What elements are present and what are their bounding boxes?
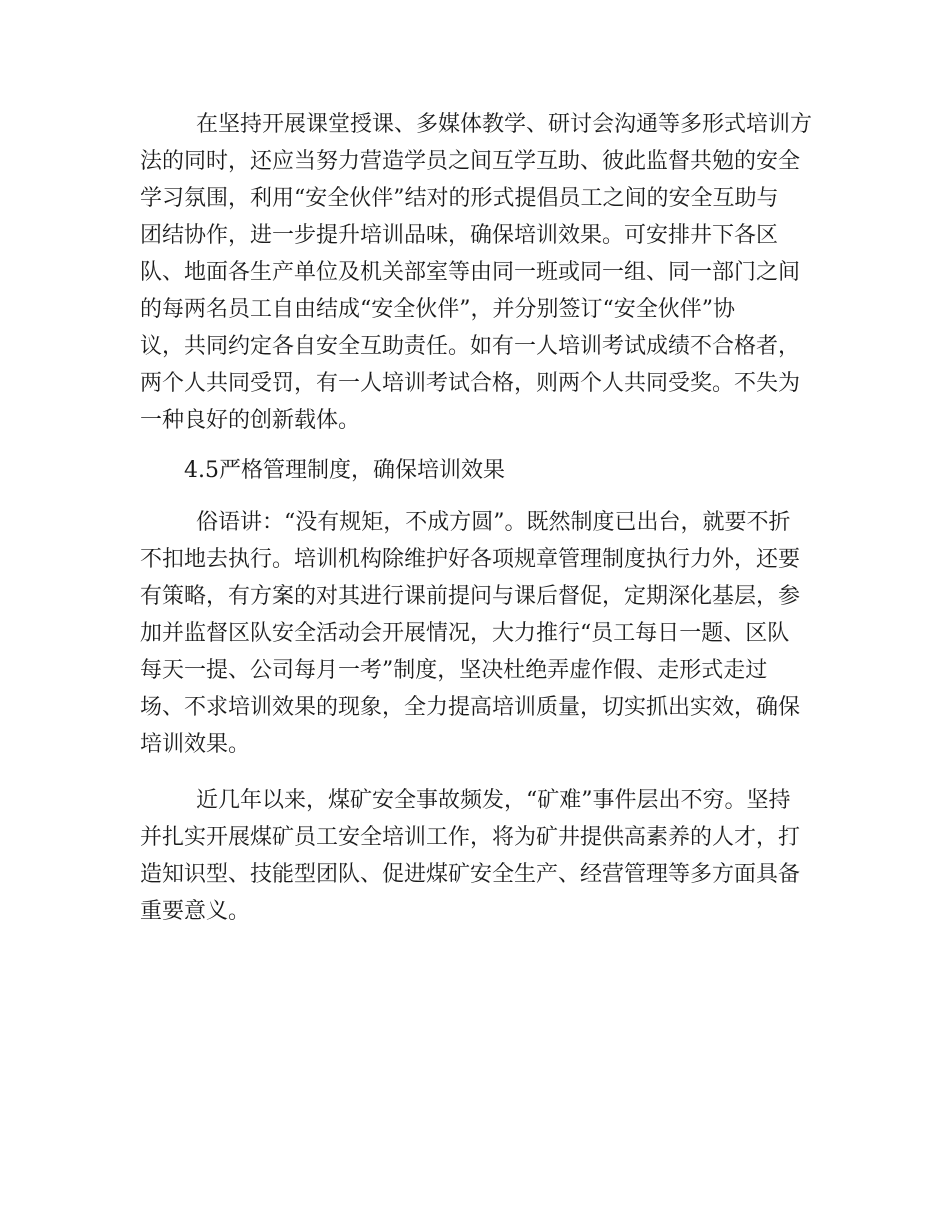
paragraph-line: 两个人共同受罚，有一人培训考试合格，则两个人共同受奖。不失为 bbox=[140, 371, 801, 396]
paragraph-peer-learning bbox=[140, 106, 813, 439]
paragraph-line: 在坚持开展课堂授课、多媒体教学、研讨会沟通等多形式培训方 bbox=[196, 112, 813, 137]
paragraph-conclusion bbox=[140, 782, 800, 930]
paragraph-line: 场、不求培训效果的现象，全力提高培训质量，切实抓出实效，确保 bbox=[140, 695, 801, 720]
paragraph-spacing bbox=[140, 489, 800, 504]
paragraph-line: 有策略，有方案的对其进行课前提问与课后督促，定期深化基层，参 bbox=[140, 584, 801, 609]
paragraph-management bbox=[140, 504, 800, 763]
paragraph-line: 重要意义。 bbox=[140, 899, 251, 924]
document-body bbox=[140, 106, 813, 930]
paragraph-line: 不扣地去执行。培训机构除维护好各项规章管理制度执行力外，还要 bbox=[140, 547, 801, 572]
paragraph-line: 学习氛围，利用“安全伙伴”结对的形式提倡员工之间的安全互助与 bbox=[140, 186, 779, 211]
paragraph-line: 造知识型、技能型团队、促进煤矿安全生产、经营管理等多方面具备 bbox=[140, 862, 801, 887]
paragraph-line: 加并监督区队安全活动会开展情况，大力推行“员工每日一题、区队 bbox=[140, 621, 790, 646]
paragraph-line: 的每两名员工自由结成“安全伙伴”，并分别签订“安全伙伴”协 bbox=[140, 297, 735, 322]
paragraph-line: 近几年以来，煤矿安全事故频发，“矿难”事件层出不穷。坚持 bbox=[196, 788, 791, 813]
paragraph-line: 俗语讲：“没有规矩，不成方圆”。既然制度已出台，就要不折 bbox=[196, 510, 791, 535]
paragraph-spacing bbox=[140, 763, 800, 782]
paragraph-line: 培训效果。 bbox=[140, 732, 251, 757]
paragraph-line: 团结协作，进一步提升培训品味，确保培训效果。可安排井下各区 bbox=[140, 223, 779, 248]
paragraph-line: 并扎实开展煤矿员工安全培训工作，将为矿井提供高素养的人才，打 bbox=[140, 825, 801, 850]
section-heading: 4.5严格管理制度，确保培训效果 bbox=[184, 458, 505, 483]
paragraph-line: 每天一提、公司每月一考”制度，坚决杜绝弄虚作假、走形式走过 bbox=[140, 658, 768, 683]
paragraph-spacing bbox=[140, 439, 800, 452]
paragraph-line: 议，共同约定各自安全互助责任。如有一人培训考试成绩不合格者， bbox=[140, 334, 801, 359]
paragraph-line: 队、地面各生产单位及机关部室等由同一班或同一组、同一部门之间 bbox=[140, 260, 801, 285]
paragraph-line: 一种良好的创新载体。 bbox=[140, 408, 361, 433]
paragraph-line: 法的同时，还应当努力营造学员之间互学互助、彼此监督共勉的安全 bbox=[140, 149, 801, 174]
